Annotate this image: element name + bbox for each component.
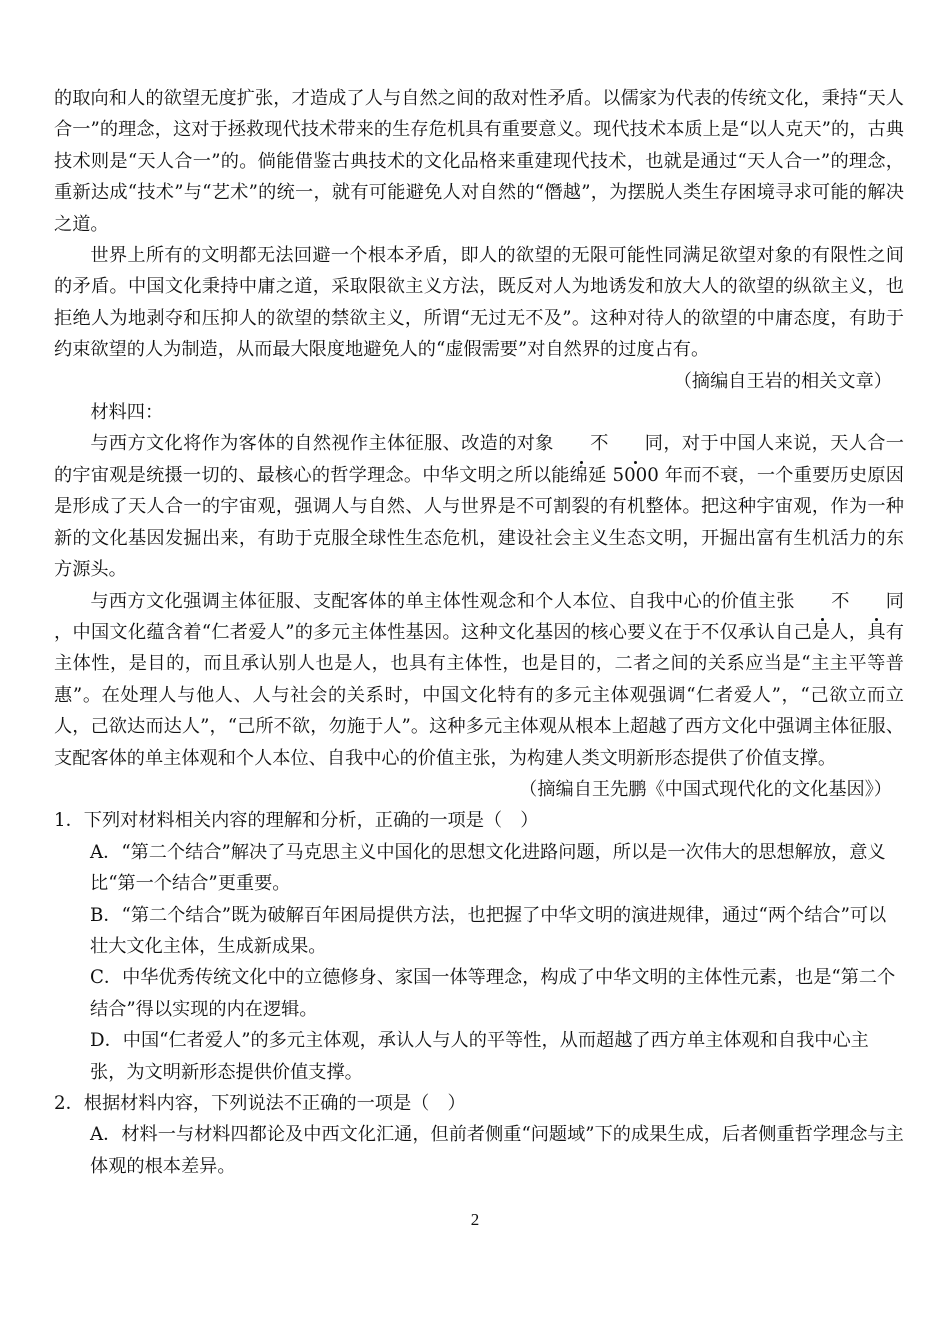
material-4-paragraph-2: 与西方文化强调主体征服、支配客体的单主体性观念和个人本位、自我中心的价值主张 不 同，中国文化蕴含着“仁者爱人”的多元主体性基因。这种文化基因的核心要义在于不仅承认自己是人，具有主体性，是目的，而且承认别人也是人，也具有主体性，也是目的，二者之间的关系应当是“主主平等普惠”。在处理人与他人、人与社会的关系时，中国文化特有的多元主体观强调“仁者爱人”，“己欲立而立人，己欲达而达人”，“己所不欲，勿施于人”。这种多元主体观从根本上超越了西方文化中强调主体征服、支配客体的单主体观和个人本位、自我中心的价值主张，为构建人类文明新形态提供了价值支撑。 — [54, 586, 904, 774]
question-2-option-a: A．材料一与材料四都论及中西文化汇通，但前者侧重“问题域”下的成果生成，后者侧重哲学理念与主体观的根本差异。 — [90, 1124, 904, 1177]
material-4-paragraph-1: 与西方文化将作为客体的自然视作主体征服、改造的对象 不 同，对于中国人来说，天人合一的宇宙观是统摄一切的、最核心的哲学理念。中华文明之所以能绵延 5000 年而不衰，一个重要历史原因是形成了天人合一的宇宙观，强调人与自然、人与世界是不可割裂的有机整体。把这种宇宙观，作为一种新的文化基因发掘出来，有助于克服全球性生态危机，建设社会主义生态文明，开掘出富有生机活力的东方源头。 — [54, 428, 904, 585]
paragraph-world-civilization: 世界上所有的文明都无法回避一个根本矛盾，即人的欲望的无限可能性同满足欲望对象的有限性之间的矛盾。中国文化秉持中庸之道，采取限欲主义方法，既反对人为地诱发和放大人的欲望的纵欲主义，也拒绝人为地剥夺和压抑人的欲望的禁欲主义，所谓“无过无不及”。这种对待人的欲望的中庸态度，有助于约束欲望的人为制造，从而最大限度地避免人的“虚假需要”对自然界的过度占有。 — [54, 245, 904, 361]
material-4-label: 材料四： — [90, 402, 164, 424]
question-2-stem: 2．根据材料内容，下列说法不正确的一项是（ ） — [54, 1093, 466, 1114]
question-1-option-b: B．“第二个结合”既为破解百年困局提供方法，也把握了中华文明的演进规律，通过“两个结合”可以壮大文化主体，生成新成果。 — [90, 904, 887, 957]
question-1-option-c: C．中华优秀传统文化中的立德修身、家国一体等理念，构成了中华文明的主体性元素，也是“第二个结合”得以实现的内在逻辑。 — [90, 967, 896, 1020]
continuation-paragraph: 的取向和人的欲望无度扩张，才造成了人与自然之间的敌对性矛盾。以儒家为代表的传统文化，秉持“天人合一”的理念，这对于拯救现代技术带来的生存危机具有重要意义。现代技术本质上是“以人克天”的，古典技术则是“天人合一”的。倘能借鉴古典技术的文化品格来重建现代技术，也就是通过“天人合一”的理念，重新达成“技术”与“艺术”的统一，就有可能避免人对自然的“僭越”，为摆脱人类生存困境寻求可能的解决之道。 — [54, 88, 904, 235]
emphasis-dot-char: 不 — [554, 428, 609, 459]
question-1-option-d: D．中国“仁者爱人”的多元主体观，承认人与人的平等性，从而超越了西方单主体观和自我中心主张，为文明新形态提供价值支撑。 — [90, 1030, 869, 1083]
document-page — [54, 83, 904, 1182]
page-number: 2 — [470, 1210, 480, 1229]
question-1-option-a: A．“第二个结合”解决了马克思主义中国化的思想文化进路问题，所以是一次伟大的思想解放，意义比“第一个结合”更重要。 — [90, 841, 886, 895]
emphasis-dot-char: 不 — [795, 586, 850, 617]
emphasis-dot-char: 同 — [608, 428, 663, 459]
question-1-stem: 1．下列对材料相关内容的理解和分析，正确的一项是（ ） — [54, 810, 539, 832]
emphasis-dot-char: 同 — [849, 586, 904, 617]
source-citation-3: （摘编自王岩的相关文章） — [673, 370, 892, 392]
source-citation-4: （摘编自王先鹏《中国式现代化的文化基因》） — [519, 778, 892, 800]
